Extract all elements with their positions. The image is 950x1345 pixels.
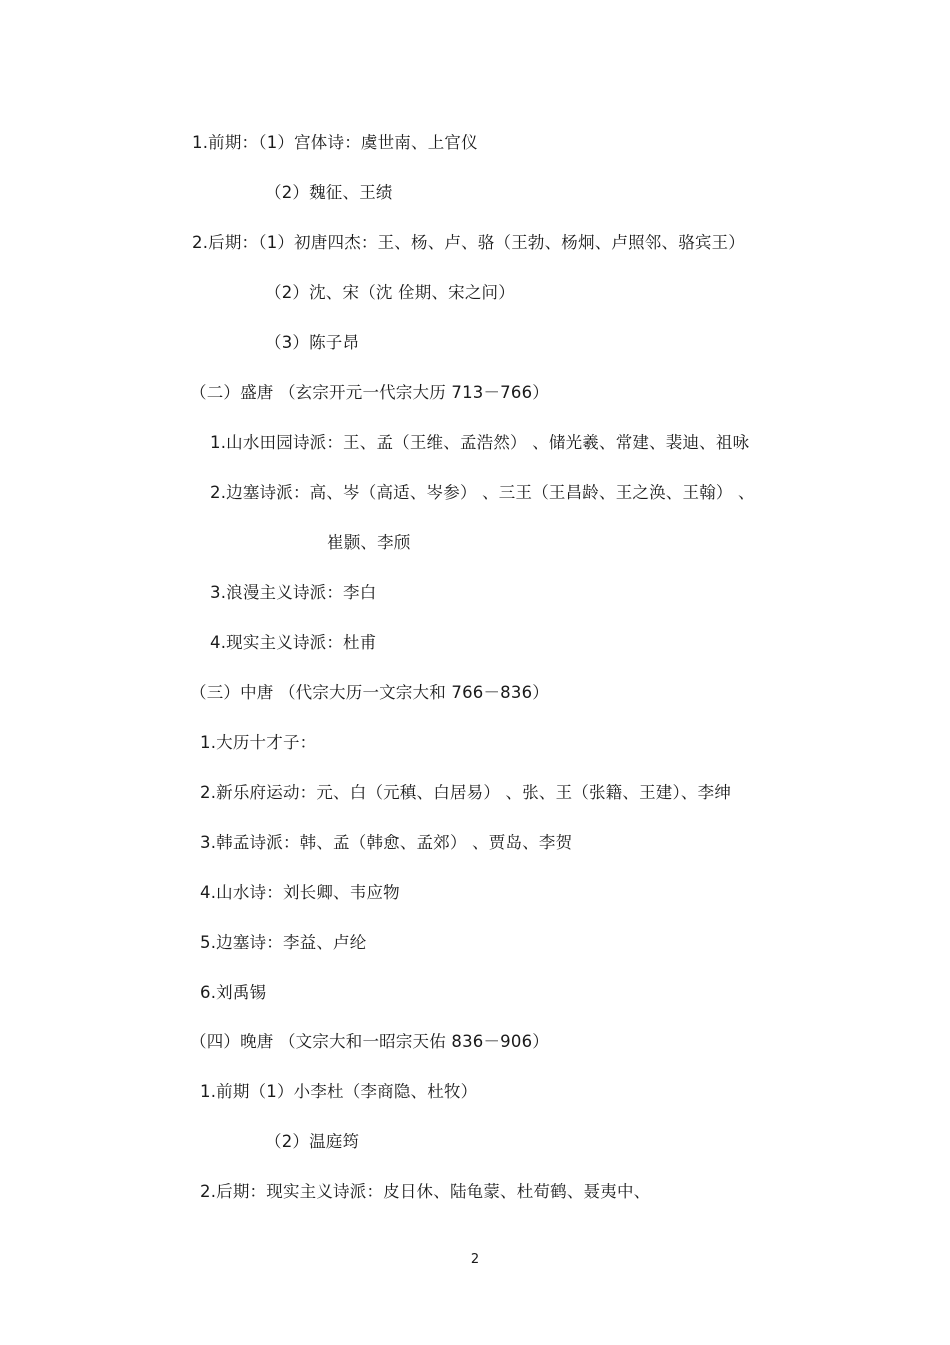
frontier-poetry-line: 5.边塞诗：李益、卢纶	[200, 933, 367, 952]
page-number: 2	[470, 1252, 480, 1267]
landscape-poetry-line: 4.山水诗：刘长卿、韦应物	[200, 883, 400, 902]
frontier-school-line: 2.边塞诗派：高、岑（高适、岑参） 、三王（王昌龄、王之涣、王翰） 、	[210, 483, 755, 502]
early-tang-early-period-line: 1.前期：（1）宫体诗：虞世南、上官仪	[192, 133, 478, 152]
mid-tang-heading: （三）中唐 （代宗大历一文宗大和 766－836）	[190, 683, 549, 702]
new-yuefu-movement-line: 2.新乐府运动：元、白（元稹、白居易） 、张、王（张籍、王建）、李绅	[200, 783, 732, 802]
chen-ziang-line: （3）陈子昂	[265, 333, 360, 352]
late-tang-early-period-line: 1.前期（1）小李杜（李商隐、杜牧）	[200, 1082, 478, 1101]
realism-school-line: 4.现实主义诗派：杜甫	[210, 633, 377, 652]
romanticism-school-line: 3.浪漫主义诗派：李白	[210, 583, 377, 602]
high-tang-heading: （二）盛唐 （玄宗开元一代宗大历 713－766）	[190, 383, 549, 402]
liu-yuxi-line: 6.刘禹锡	[200, 983, 267, 1002]
landscape-pastoral-school-line: 1.山水田园诗派：王、孟（王维、孟浩然） 、储光羲、常建、裴迪、祖咏	[210, 433, 750, 452]
late-tang-late-period-line: 2.后期：现实主义诗派：皮日休、陆龟蒙、杜荀鹤、聂夷中、	[200, 1182, 651, 1201]
early-tang-early-period-sub-line: （2）魏征、王绩	[265, 183, 393, 202]
early-tang-late-period-line: 2.后期：（1）初唐四杰：王、杨、卢、骆（王勃、杨炯、卢照邻、骆宾王）	[192, 233, 745, 252]
dali-ten-talents-line: 1.大历十才子：	[200, 733, 317, 752]
han-meng-school-line: 3.韩孟诗派：韩、孟（韩愈、孟郊） 、贾岛、李贺	[200, 833, 573, 852]
late-tang-heading: （四）晚唐 （文宗大和一昭宗天佑 836－906）	[190, 1032, 549, 1051]
frontier-school-continued-line: 崔颢、李颀	[327, 533, 411, 552]
shen-song-line: （2）沈、宋（沈 佺期、宋之问）	[265, 283, 515, 302]
wen-tingyun-line: （2）温庭筠	[265, 1132, 360, 1151]
